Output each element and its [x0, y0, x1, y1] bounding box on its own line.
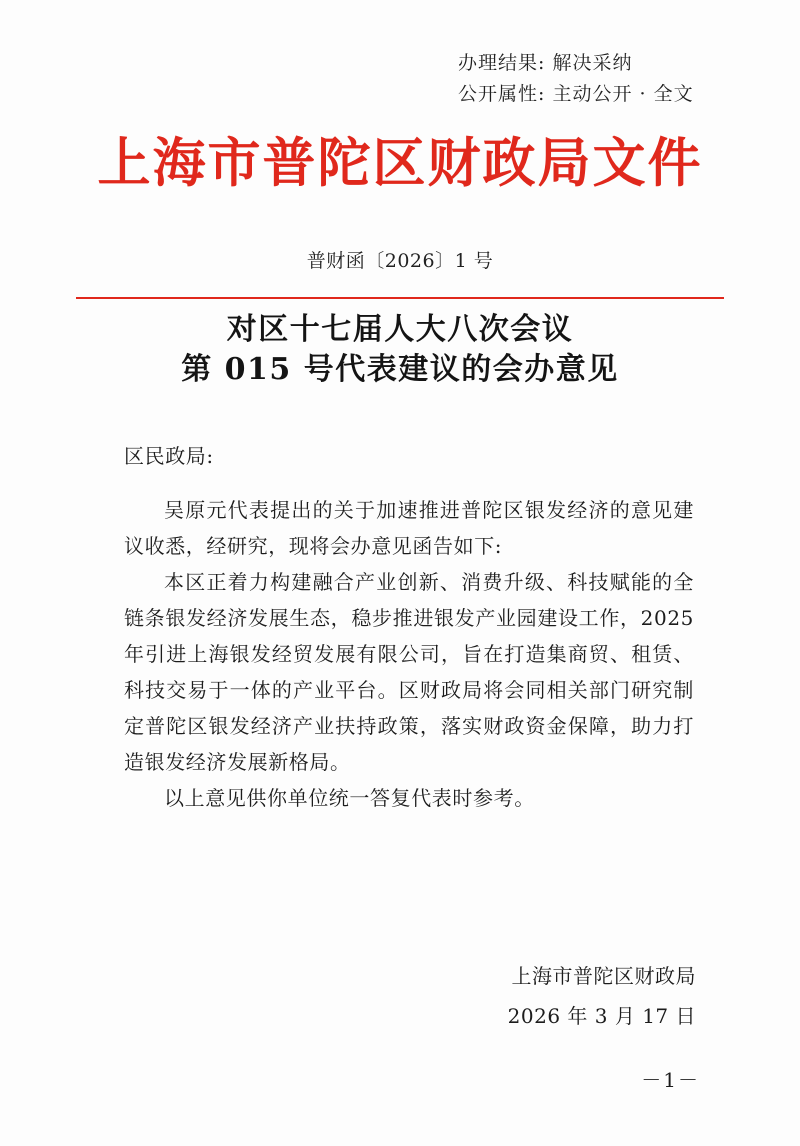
handling-result — [458, 48, 694, 79]
salutation: 区民政局: — [124, 444, 214, 468]
document-title-line-2: 第 015 号代表建议的会办意见 — [181, 352, 619, 387]
document-header-title: 上海市普陀区财政局文件 — [97, 132, 703, 194]
disclosure-attribute — [458, 79, 694, 110]
page-number: －1－ — [641, 1068, 700, 1092]
handling-result-value: 解决采纳 — [552, 52, 633, 74]
red-divider — [76, 297, 724, 299]
body-paragraph-2: 本区正着力构建融合产业创新、消费升级、科技赋能的全链条银发经济发展生态，稳步推进银发产业园建设工作，2025 年引进上海银发经贸发展有限公司，旨在打造集商贸、租赁、科技交易于一体的产业平台。区财政局将会同相关部门研究制定普陀区银发经济产业扶持政策，落实财政资金保障，助力打造银发经济发展新格局。 — [124, 570, 694, 774]
disclosure-attribute-label: 公开属性: — [458, 83, 546, 105]
signing-date: 2026 年 3 月 17 日 — [507, 1004, 696, 1028]
body-paragraph-1: 吴原元代表提出的关于加速推进普陀区银发经济的意见建议收悉，经研究，现将会办意见函告如下: — [124, 498, 694, 558]
handling-result-label: 办理结果: — [458, 52, 546, 74]
signing-organization: 上海市普陀区财政局 — [511, 964, 696, 988]
signature-block — [508, 956, 696, 1036]
document-title-line-1: 对区十七届人大八次会议 — [226, 312, 574, 347]
document-body — [124, 438, 694, 816]
document-title — [0, 310, 800, 390]
disclosure-attribute-value: 主动公开 · 全文 — [552, 83, 694, 105]
document-meta — [458, 48, 694, 110]
body-paragraph-3: 以上意见供你单位统一答复代表时参考。 — [164, 786, 535, 810]
document-number: 普财函〔2026〕1 号 — [306, 250, 494, 272]
